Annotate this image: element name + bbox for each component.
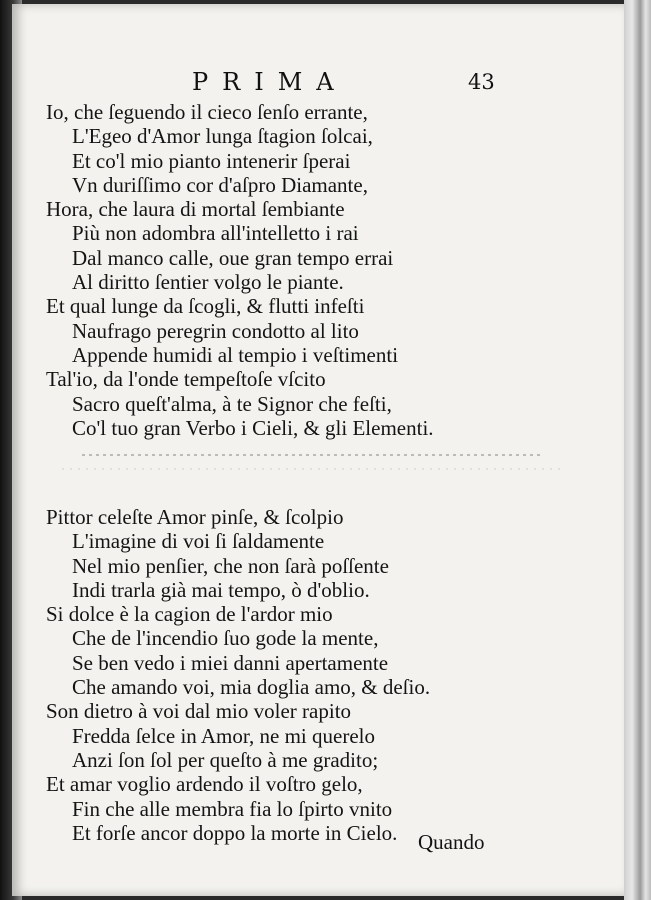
verse-line: Co'l tuo gran Verbo i Cieli, & gli Elementi.: [72, 415, 434, 440]
verse-line: Et co'l mio pianto intenerir ſperai: [72, 148, 351, 173]
verse-line: Fredda ſelce in Amor, ne mi querelo: [72, 723, 375, 748]
catchword: Quando: [418, 830, 485, 854]
verse-line: Sacro queſt'alma, à te Signor che feſti,: [72, 391, 392, 416]
verse-line: Più non adombra all'intelletto i rai: [72, 221, 359, 246]
running-head: [12, 68, 624, 102]
verse-line: Se ben vedo i miei danni apertamente: [72, 650, 389, 675]
verse-line: Fin che alle membra fia lo ſpirto vnito: [72, 796, 393, 821]
verse-line: L'imagine di voi ſi ſaldamente: [72, 529, 325, 554]
verse-line: Al diritto ſentier volgo le piante.: [72, 270, 344, 295]
verse-line: Et forſe ancor doppo la morte in Cielo.: [72, 820, 398, 845]
running-head-title: PRIMA: [192, 68, 348, 96]
verse-line: Che amando voi, mia doglia amo, & deſio.: [72, 675, 431, 700]
verse-line: Son dietro à voi dal mio voler rapito: [46, 699, 352, 724]
section-divider: [52, 449, 572, 479]
sonnet-1: [46, 100, 606, 440]
verse-line: Pittor celeſte Amor pinſe, & ſcolpio: [46, 505, 344, 529]
page-number: 43: [468, 70, 495, 94]
verse-line: Et amar voglio ardendo il voſtro gelo,: [46, 772, 363, 797]
verse-line: Dal manco calle, oue gran tempo errai: [72, 245, 394, 270]
verse-line: Appende humidi al tempio i veſtimenti: [72, 342, 399, 367]
verse-line: L'Egeo d'Amor lunga ſtagion ſolcai,: [72, 124, 373, 149]
verse-line: Et qual lunge da ſcogli, & flutti infeſti: [46, 294, 365, 319]
verse-line: Si dolce è la cagion de l'ardor mio: [46, 602, 333, 627]
verse-line: Tal'io, da l'onde tempeſtoſe vſcito: [46, 367, 326, 392]
verse-line: Vn duriſſimo cor d'aſpro Diamante,: [72, 172, 368, 197]
verse-line: Hora, che laura di mortal ſembiante: [46, 197, 345, 222]
verse-line: Anzi ſon ſol per queſto à me gradito;: [72, 747, 379, 772]
verse-line: Indi trarla già mai tempo, ò d'oblio.: [72, 577, 370, 602]
verse-line: Che de l'incendio ſuo gode la mente,: [72, 626, 379, 651]
verse-line: Io, che ſeguendo il cieco ſenſo errante,: [46, 100, 368, 124]
verse-line: Naufrago peregrin condotto al lito: [72, 318, 359, 343]
verse-line: Nel mio penſier, che non ſarà poſſente: [72, 553, 389, 578]
page-edge-stack: [624, 0, 651, 900]
sonnet-2: [46, 505, 606, 845]
book-page: [12, 4, 624, 896]
